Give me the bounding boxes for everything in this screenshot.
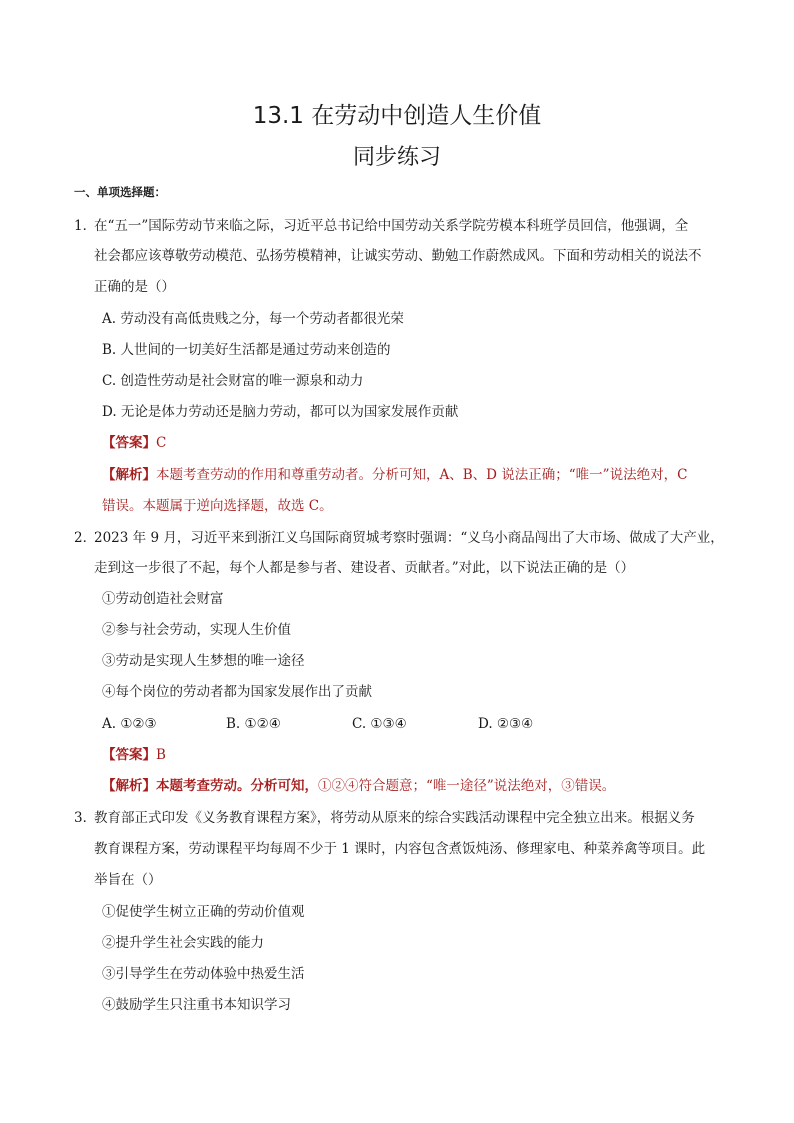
question-text-line: 在“五一”国际劳动节来临之际，习近平总书记给中国劳动关系学院劳模本科班学员回信，他强调，全 bbox=[94, 218, 689, 234]
statement-item: ②参与社会劳动，实现人生价值 bbox=[102, 622, 291, 638]
question-text-line: 社会都应该尊敬劳动模范、弘扬劳模精神，让诚实劳动、勤勉工作蔚然成风。下面和劳动相关的说法不 bbox=[94, 248, 702, 264]
analysis-label: 【解析】 bbox=[102, 778, 156, 794]
question-text-line: 走到这一步很了不起，每个人都是参与者、建设者、贡献者。”对此，以下说法正确的是（） bbox=[94, 560, 635, 576]
question-number: 2． bbox=[74, 530, 97, 546]
section-heading: 一、单项选择题： bbox=[74, 185, 166, 199]
question-text-line: 教育课程方案，劳动课程平均每周不少于 1 课时，内容包含煮饭炖汤、修理家电、种菜养禽等项目。此 bbox=[94, 841, 706, 857]
statement-item: ①促使学生树立正确的劳动价值观 bbox=[102, 904, 305, 920]
analysis-text: 错误。本题属于逆向选择题，故选 C。 bbox=[102, 498, 333, 514]
statement-item: ④每个岗位的劳动者都为国家发展作出了贡献 bbox=[102, 684, 372, 700]
analysis-text: 本题考查劳动的作用和尊重劳动者。分析可知，A、B、D 说法正确；“唯一”说法绝对，C bbox=[156, 467, 688, 483]
answer-row bbox=[102, 433, 166, 453]
choice-a: A. ①②③ bbox=[102, 716, 157, 732]
analysis-text: ①②④符合题意；“唯一途径”说法绝对，③错误。 bbox=[318, 778, 616, 794]
answer-value: B bbox=[156, 747, 166, 763]
analysis-label: 【解析】 bbox=[102, 467, 156, 483]
choice-d: D. ②③④ bbox=[478, 716, 534, 732]
question-text-line: 2023 年 9 月，习近平来到浙江义乌国际商贸城考察时强调：“义乌小商品闯出了大市场、做成了大产业， bbox=[94, 530, 724, 546]
statement-item: ④鼓励学生只注重书本知识学习 bbox=[102, 997, 291, 1013]
answer-label: 【答案】 bbox=[102, 747, 156, 763]
question-text-line: 举旨在（） bbox=[94, 872, 162, 888]
question-text-line: 教育部正式印发《义务教育课程方案》，将劳动从原来的综合实践活动课程中完全独立出来。根据义务 bbox=[94, 810, 695, 826]
question-number: 3． bbox=[74, 810, 97, 826]
analysis-row bbox=[102, 465, 687, 485]
answer-label: 【答案】 bbox=[102, 435, 156, 451]
statement-item: ①劳动创造社会财富 bbox=[102, 591, 224, 607]
statement-item: ③劳动是实现人生梦想的唯一途径 bbox=[102, 653, 305, 669]
statement-item: ③引导学生在劳动体验中热爱生活 bbox=[102, 966, 305, 982]
option-d: D. 无论是体力劳动还是脑力劳动，都可以为国家发展作贡献 bbox=[102, 404, 459, 420]
analysis-text: 本题考查劳动。分析可知， bbox=[156, 778, 318, 794]
choice-c: C. ①③④ bbox=[352, 716, 407, 732]
analysis-row bbox=[102, 776, 615, 796]
page-subtitle: 同步练习 bbox=[352, 145, 441, 170]
page-title: 13.1 在劳动中创造人生价值 bbox=[252, 103, 542, 129]
option-b: B. 人世间的一切美好生活都是通过劳动来创造的 bbox=[102, 342, 391, 358]
statement-item: ②提升学生社会实践的能力 bbox=[102, 935, 264, 951]
answer-value: C bbox=[156, 435, 167, 451]
question-number: 1． bbox=[74, 218, 97, 234]
question-text-line: 正确的是（） bbox=[94, 279, 175, 295]
choice-b: B. ①②④ bbox=[226, 716, 281, 732]
answer-row bbox=[102, 745, 166, 765]
option-a: A. 劳动没有高低贵贱之分，每一个劳动者都很光荣 bbox=[102, 311, 404, 327]
option-c: C. 创造性劳动是社会财富的唯一源泉和动力 bbox=[102, 373, 364, 389]
